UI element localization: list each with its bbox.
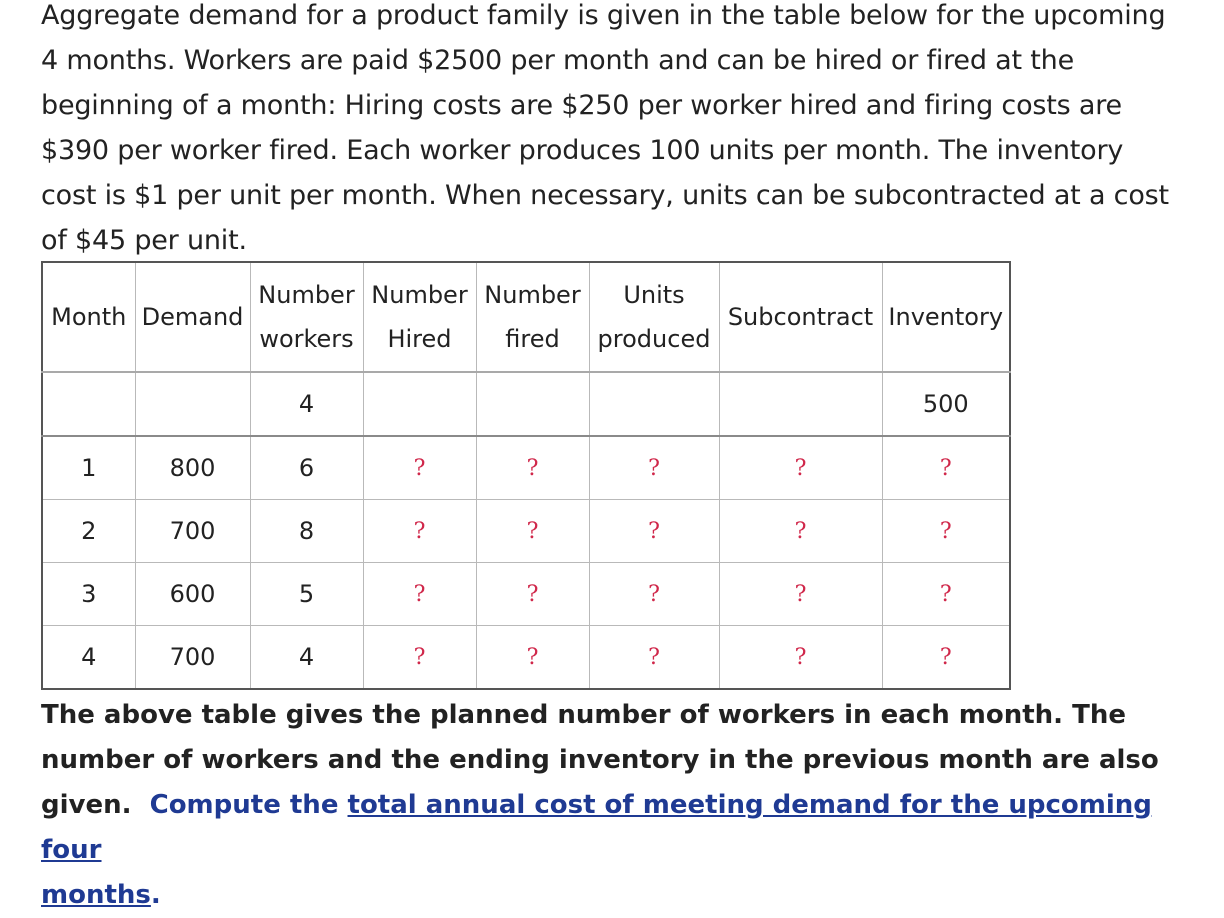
cell-demand: 700 — [135, 626, 250, 690]
cell-fired[interactable]: ? — [476, 436, 589, 500]
header-fired — [476, 262, 589, 372]
header-units — [589, 262, 719, 372]
outro-compute: Compute the — [149, 790, 348, 820]
outro-given: given. — [41, 790, 150, 820]
cell-units — [589, 372, 719, 436]
cell-workers: 4 — [250, 626, 363, 690]
cell-demand: 800 — [135, 436, 250, 500]
header-fired-line2: fired — [505, 325, 560, 353]
cell-fired[interactable]: ? — [476, 626, 589, 690]
cell-demand — [135, 372, 250, 436]
cell-subcontract[interactable]: ? — [719, 500, 882, 563]
header-units-line1: Units — [623, 281, 685, 309]
cell-workers: 8 — [250, 500, 363, 563]
outro-task-underlined-end: months — [41, 880, 151, 910]
aggregate-planning-table — [41, 261, 1011, 690]
table-row — [42, 563, 1010, 626]
cell-fired[interactable]: ? — [476, 500, 589, 563]
intro-line: beginning of a month: Hiring costs are $250 per worker hired and firing costs are — [41, 90, 1122, 121]
cell-workers: 4 — [250, 372, 363, 436]
outro-line — [41, 873, 1191, 918]
cell-subcontract[interactable]: ? — [719, 436, 882, 500]
outro-task-underlined: total annual cost of meeting demand for the upcoming four — [41, 790, 1152, 865]
table-header-row — [42, 262, 1010, 372]
cell-inventory: 500 — [882, 372, 1010, 436]
header-subcontract: Subcontract — [719, 262, 882, 372]
cell-demand: 700 — [135, 500, 250, 563]
header-hired-line2: Hired — [387, 325, 452, 353]
cell-month: 3 — [42, 563, 135, 626]
cell-inventory[interactable]: ? — [882, 500, 1010, 563]
cell-fired — [476, 372, 589, 436]
problem-statement — [41, 0, 1191, 263]
header-workers-line2: workers — [259, 325, 354, 353]
header-hired-line1: Number — [371, 281, 468, 309]
cell-units[interactable]: ? — [589, 500, 719, 563]
cell-hired[interactable]: ? — [363, 436, 476, 500]
intro-line: 4 months. Workers are paid $2500 per month and can be hired or fired at the — [41, 45, 1074, 76]
cell-units[interactable]: ? — [589, 626, 719, 690]
cell-inventory[interactable]: ? — [882, 563, 1010, 626]
cell-month: 1 — [42, 436, 135, 500]
cell-subcontract[interactable]: ? — [719, 626, 882, 690]
intro-line: cost is $1 per unit per month. When necessary, units can be subcontracted at a cost — [41, 180, 1169, 211]
table-row — [42, 626, 1010, 690]
header-demand: Demand — [135, 262, 250, 372]
header-units-line2: produced — [597, 325, 711, 353]
cell-inventory[interactable]: ? — [882, 436, 1010, 500]
cell-subcontract — [719, 372, 882, 436]
header-fired-line1: Number — [484, 281, 581, 309]
cell-units[interactable]: ? — [589, 563, 719, 626]
cell-subcontract[interactable]: ? — [719, 563, 882, 626]
cell-hired[interactable]: ? — [363, 626, 476, 690]
cell-month: 4 — [42, 626, 135, 690]
cell-units[interactable]: ? — [589, 436, 719, 500]
cell-hired[interactable]: ? — [363, 500, 476, 563]
cell-workers: 6 — [250, 436, 363, 500]
cell-fired[interactable]: ? — [476, 563, 589, 626]
cell-demand: 600 — [135, 563, 250, 626]
header-hired — [363, 262, 476, 372]
table-row-initial — [42, 372, 1010, 436]
header-workers-line1: Number — [258, 281, 355, 309]
outro-line — [41, 783, 1191, 873]
table-row — [42, 436, 1010, 500]
header-inventory: Inventory — [882, 262, 1010, 372]
table-row — [42, 500, 1010, 563]
cell-workers: 5 — [250, 563, 363, 626]
intro-line: of $45 per unit. — [41, 225, 247, 256]
cell-hired[interactable]: ? — [363, 563, 476, 626]
header-month: Month — [42, 262, 135, 372]
cell-hired — [363, 372, 476, 436]
cell-inventory[interactable]: ? — [882, 626, 1010, 690]
cell-month: 2 — [42, 500, 135, 563]
outro-line: number of workers and the ending inventory in the previous month are also — [41, 745, 1159, 775]
intro-line: Aggregate demand for a product family is given in the table below for the upcoming — [41, 0, 1166, 31]
outro-period: . — [150, 880, 161, 910]
cell-month — [42, 372, 135, 436]
question-text — [41, 693, 1191, 918]
outro-line: The above table gives the planned number of workers in each month. The — [41, 700, 1126, 730]
intro-line: $390 per worker fired. Each worker produces 100 units per month. The inventory — [41, 135, 1124, 166]
header-workers — [250, 262, 363, 372]
